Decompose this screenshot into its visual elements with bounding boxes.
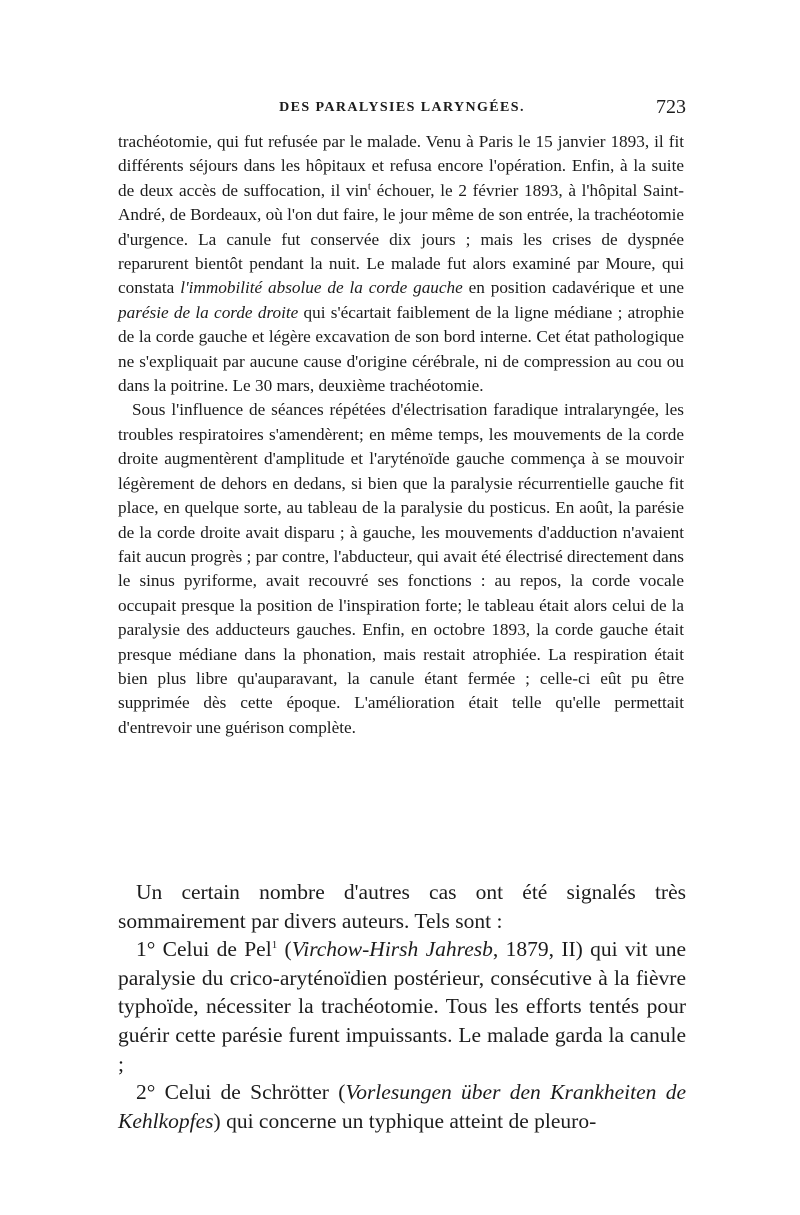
case-list-paragraph: [118, 1078, 686, 1135]
italic-text: Vorlesungen über den Krankheiten de Kehlkopfes: [118, 1080, 686, 1133]
footnote-marker: 1: [271, 939, 278, 952]
text-run: (: [277, 937, 292, 962]
running-title: DES PARALYSIES LARYNGÉES.: [279, 100, 525, 115]
text-run: Un certain nombre d'autres cas ont été signalés très sommairement par divers auteurs. Tels sont :: [118, 880, 686, 933]
italic-text: l'immobilité absolue de la corde gauche: [180, 278, 463, 298]
text-run: échouer, le 2 février 1893, à l'hôpital Saint-André, de Bordeaux, où l'on dut faire, le jour même de son entrée, la trachéotomie d'urgence. La canule fut conservée dix jours ; mais les crises de dyspnée reparurent bientôt pendant la nuit. Le malade fut alors examiné par Moure, qui constata: [118, 180, 684, 298]
italic-text: parésie de la corde droite: [118, 302, 299, 322]
text-run: ) qui concerne un typhique atteint de pleuro-: [213, 1108, 597, 1133]
case-report-text: [118, 130, 684, 740]
page-number: 723: [656, 96, 686, 118]
running-header: [118, 96, 686, 122]
case-list-text: [118, 878, 686, 1135]
text-run: 1° Celui de Pel: [136, 937, 272, 962]
text-run: trachéotomie, qui fut refusée par le malade. Venu à Paris le 15 janvier 1893, il fit différents séjours dans les hôpitaux et refusa encore l'opération. Enfin, à la suite de deux accès de suffocation, il vin: [118, 132, 684, 200]
text-run: en position cadavérique et une: [462, 278, 684, 298]
text-run: , 1879, II) qui vit une paralysie du crico-aryténoïdien postérieur, consécutive à la fièvre typhoïde, nécessiter la trachéotomie. Tous les efforts tentés pour guérir cette parésie furent impuissants. Le malade garda la canule ;: [118, 937, 686, 1076]
case-list-paragraph: [118, 935, 686, 1078]
case-report-paragraph: [118, 398, 684, 740]
footnote-marker: t: [367, 180, 371, 193]
text-run: Sous l'influence de séances répétées d'électrisation faradique intralaryngée, les troubles respiratoires s'amendèrent; en même temps, les mouvements de la corde droite augmentèrent d'amplitude et l'aryténoïde gauche commença à se mouvoir légèrement de dehors en dedans, si bien que la paralysie récurrentielle gauche fit place, en quelque sorte, au tableau de la paralysie du posticus. En août, la parésie de la corde droite avait disparu ; à gauche, les mouvements d'adduction n'avaient fait aucun progrès ; par contre, l'abducteur, qui avait été électrisé directement dans le sinus pyriforme, avait recouvré ses fonctions : au repos, la corde vocale occupait presque la position de l'inspiration forte; le tableau était alors celui de la paralysie des adducteurs gauches. Enfin, en octobre 1893, la corde gauche était presque médiane dans la phonation, mais restait atrophiée. La respiration était bien plus libre qu'auparavant, la canule étant fermée ; celle-ci eût pu être supprimée dès cette époque. L'amélioration était telle qu'elle permettait d'entrevoir une guérison complète.: [118, 400, 684, 737]
italic-text: Virchow-Hirsh Jahresb: [291, 937, 493, 962]
text-run: qui s'écartait faiblement de la ligne médiane ; atrophie de la corde gauche et légère excavation de son bord interne. Cet état pathologique ne s'expliquait par aucune cause d'origine cérébrale, ni de compression au cou ou dans la poitrine. Le 30 mars, deuxième trachéotomie.: [118, 302, 684, 396]
case-list-paragraph: [118, 878, 686, 935]
case-report-paragraph: [118, 130, 684, 398]
text-run: 2° Celui de Schrötter (: [136, 1080, 346, 1105]
